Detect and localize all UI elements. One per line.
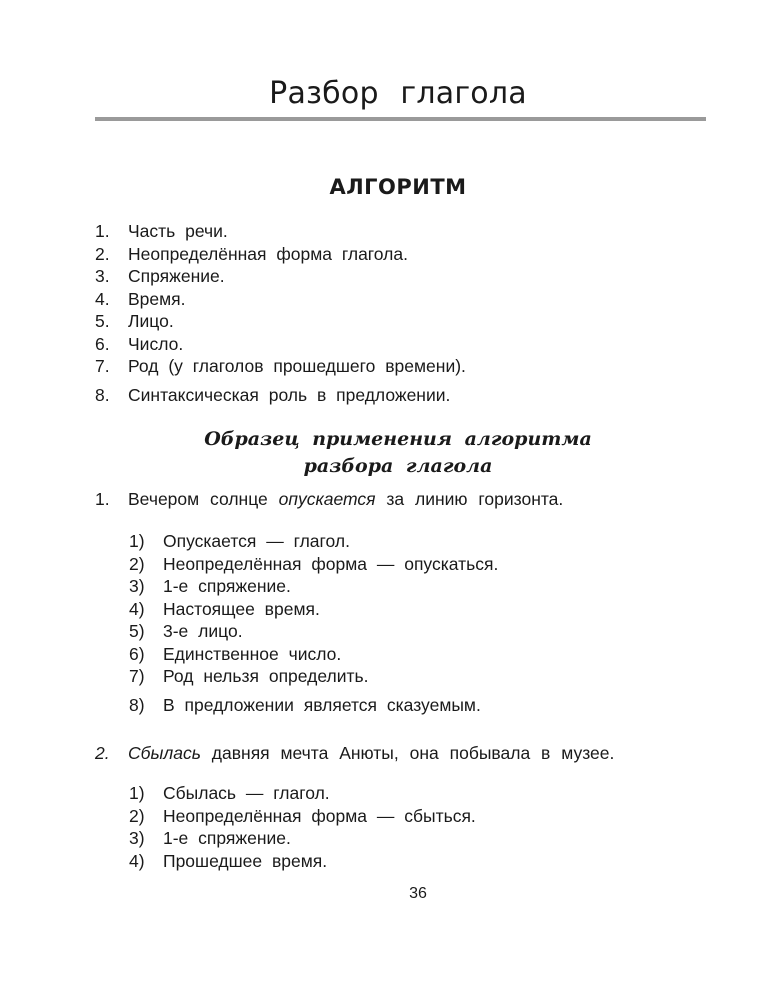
step-number: 1) [129,531,145,551]
item-number: 6. [95,333,110,354]
sentence-after: за линию горизонта. [375,489,564,509]
step-text: 1-е спряжение. [163,828,291,848]
sentence-before: Вечером солнце [128,489,279,509]
list-item [129,827,719,850]
list-item [129,598,719,621]
list-item [129,805,719,828]
example-heading-line2: разбора глагола [303,455,493,477]
step-number: 5) [129,621,145,641]
list-item [95,220,715,243]
list-item [95,355,715,378]
list-item [129,575,719,598]
step-number: 2) [129,805,145,826]
step-number: 6) [129,643,145,664]
step-text: 1-е спряжение. [163,576,291,596]
item-text: Синтаксическая роль в предложении. [128,384,451,405]
step-text: Неопределённая форма — сбыться. [163,805,476,826]
list-item [95,384,715,407]
sentence-number: 1. [95,489,110,509]
title-divider [95,117,706,121]
list-item [95,333,715,356]
item-number: 2. [95,243,110,264]
step-number: 1) [129,783,145,803]
item-text: Часть речи. [128,221,228,241]
step-text: Единственное число. [163,643,342,664]
step-number: 4) [129,598,145,619]
list-item [95,310,715,333]
item-number: 4. [95,288,110,309]
list-item [129,620,719,643]
example-heading [0,426,764,480]
item-number: 7. [95,356,110,376]
sentence-number: 2. [95,743,110,763]
sentence-verb: опускается [278,489,376,509]
list-item [95,265,715,288]
example-2-steps [129,782,719,872]
algorithm-list [95,220,715,406]
list-item [95,243,715,266]
step-text: Сбылась — глагол. [163,783,330,803]
example-heading-line1: Образец применения алгоритма [204,428,592,450]
list-item [129,553,719,576]
list-item [129,665,719,688]
example-sentence-2 [95,741,715,765]
item-text: Лицо. [128,311,174,331]
algorithm-heading: АЛГОРИТМ [329,175,467,199]
example-sentence-1 [95,487,715,511]
list-item [129,782,719,805]
step-text: Род нельзя определить. [163,666,369,686]
list-item [95,288,715,311]
list-item [129,850,719,873]
item-number: 1. [95,221,110,241]
item-text: Время. [128,288,186,309]
step-number: 4) [129,850,145,871]
example-1-steps [129,530,719,716]
step-number: 3) [129,828,145,848]
item-number: 3. [95,266,110,286]
item-text: Неопределённая форма глагола. [128,243,408,264]
step-number: 2) [129,553,145,574]
item-text: Спряжение. [128,266,225,286]
step-number: 7) [129,666,145,686]
page-number: 36 [409,885,427,902]
step-text: Настоящее время. [163,598,320,619]
step-text: Опускается — глагол. [163,531,350,551]
step-text: 3-е лицо. [163,621,243,641]
step-text: Неопределённая форма — опускаться. [163,553,499,574]
list-item [129,643,719,666]
sentence-verb: Сбылась [128,743,201,763]
item-text: Род (у глаголов прошедшего времени). [128,356,466,376]
sentence-after: давняя мечта Анюты, она побывала в музее. [200,743,615,763]
sentence-text [128,741,614,765]
item-number: 5. [95,311,110,331]
sentence-text [128,487,563,511]
step-number: 8) [129,694,145,715]
item-number: 8. [95,384,110,405]
step-text: В предложении является сказуемым. [163,694,481,715]
list-item [129,530,719,553]
step-number: 3) [129,576,145,596]
page-title: Разбор глагола [269,76,527,111]
item-text: Число. [128,333,184,354]
list-item [129,694,719,717]
step-text: Прошедшее время. [163,850,328,871]
